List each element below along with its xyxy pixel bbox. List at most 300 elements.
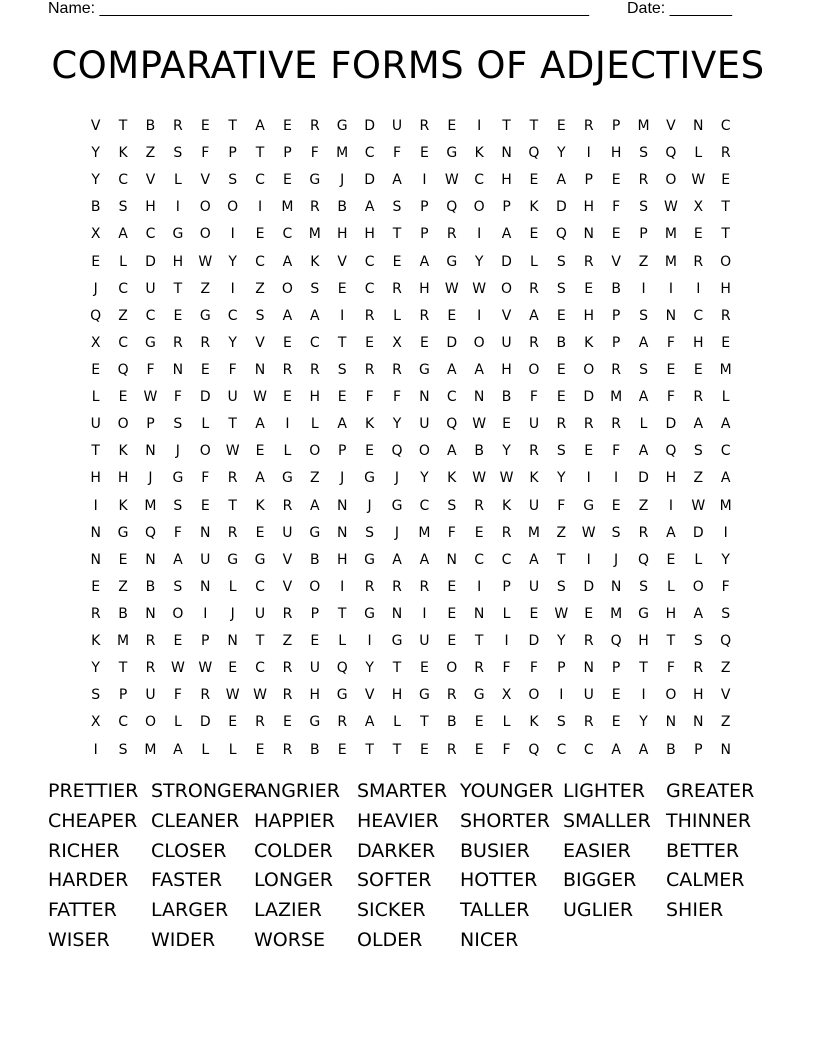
grid-cell[interactable]: S: [118, 741, 128, 758]
grid-cell[interactable]: H: [419, 280, 430, 297]
grid-cell[interactable]: E: [666, 551, 676, 568]
grid-cell[interactable]: R: [255, 714, 265, 731]
grid-cell[interactable]: G: [418, 687, 430, 704]
grid-cell[interactable]: S: [556, 443, 566, 460]
grid-cell[interactable]: E: [255, 443, 265, 460]
grid-cell[interactable]: D: [555, 199, 567, 216]
grid-cell[interactable]: G: [583, 497, 595, 514]
grid-cell[interactable]: R: [446, 226, 457, 243]
grid-cell[interactable]: A: [255, 470, 265, 487]
grid-cell[interactable]: G: [336, 687, 348, 704]
grid-cell[interactable]: R: [693, 253, 704, 270]
grid-cell[interactable]: F: [392, 145, 402, 162]
grid-cell[interactable]: E: [337, 389, 347, 406]
grid-cell[interactable]: A: [446, 443, 457, 460]
grid-cell[interactable]: R: [364, 307, 375, 324]
grid-cell[interactable]: R: [474, 660, 485, 677]
grid-cell[interactable]: E: [666, 361, 676, 378]
grid-cell[interactable]: Y: [721, 551, 730, 568]
grid-cell[interactable]: K: [118, 443, 128, 460]
grid-cell[interactable]: H: [117, 470, 129, 487]
grid-cell[interactable]: P: [557, 660, 566, 677]
grid-cell[interactable]: E: [419, 334, 429, 351]
grid-cell[interactable]: H: [501, 361, 512, 378]
grid-cell[interactable]: V: [145, 172, 156, 189]
grid-cell[interactable]: E: [447, 578, 457, 595]
grid-cell[interactable]: T: [255, 633, 265, 650]
grid-cell[interactable]: R: [309, 118, 320, 134]
grid-cell[interactable]: I: [696, 280, 701, 297]
grid-cell[interactable]: F: [529, 660, 538, 677]
grid-cell[interactable]: E: [529, 172, 539, 189]
grid-cell[interactable]: E: [283, 389, 292, 406]
grid-cell[interactable]: U: [200, 551, 211, 568]
grid-cell[interactable]: O: [117, 416, 129, 433]
grid-cell[interactable]: F: [502, 741, 511, 758]
grid-cell[interactable]: T: [392, 660, 402, 677]
grid-cell[interactable]: F: [666, 660, 675, 677]
grid-cell[interactable]: E: [474, 741, 484, 758]
grid-cell[interactable]: F: [201, 145, 210, 162]
grid-cell[interactable]: S: [556, 578, 566, 595]
grid-cell[interactable]: N: [254, 361, 266, 378]
grid-cell[interactable]: S: [365, 524, 375, 541]
grid-cell[interactable]: E: [584, 280, 594, 297]
grid-cell[interactable]: V: [337, 253, 347, 270]
grid-cell[interactable]: S: [639, 145, 648, 162]
grid-cell[interactable]: O: [418, 443, 430, 460]
grid-cell[interactable]: E: [118, 389, 128, 406]
grid-cell[interactable]: F: [666, 389, 675, 406]
grid-cell[interactable]: I: [203, 605, 208, 622]
grid-cell[interactable]: Z: [693, 470, 704, 487]
grid-cell[interactable]: M: [610, 389, 623, 406]
grid-cell[interactable]: E: [283, 118, 292, 134]
grid-cell[interactable]: S: [556, 714, 566, 731]
grid-cell[interactable]: Y: [639, 714, 648, 731]
grid-cell[interactable]: T: [228, 416, 237, 433]
grid-cell[interactable]: R: [173, 334, 183, 351]
grid-cell[interactable]: W: [198, 253, 213, 270]
grid-cell[interactable]: E: [91, 578, 101, 595]
grid-cell[interactable]: C: [227, 307, 238, 324]
grid-cell[interactable]: N: [145, 551, 156, 568]
grid-cell[interactable]: R: [693, 660, 704, 677]
grid-cell[interactable]: L: [666, 578, 675, 595]
grid-cell[interactable]: P: [420, 199, 429, 216]
grid-cell[interactable]: I: [668, 280, 673, 297]
grid-cell[interactable]: P: [611, 660, 621, 677]
grid-cell[interactable]: T: [529, 118, 539, 134]
grid-cell[interactable]: N: [610, 578, 622, 595]
grid-cell[interactable]: E: [228, 660, 238, 677]
grid-cell[interactable]: Q: [336, 660, 348, 677]
grid-cell[interactable]: Y: [91, 145, 100, 162]
grid-cell[interactable]: Q: [555, 226, 567, 243]
grid-cell[interactable]: G: [391, 497, 403, 514]
grid-cell[interactable]: M: [117, 633, 130, 650]
grid-cell[interactable]: I: [614, 470, 619, 487]
grid-cell[interactable]: V: [90, 118, 101, 134]
grid-cell[interactable]: A: [666, 524, 676, 541]
grid-cell[interactable]: H: [720, 280, 731, 297]
grid-cell[interactable]: E: [365, 443, 375, 460]
grid-cell[interactable]: A: [337, 416, 347, 433]
grid-cell[interactable]: R: [638, 524, 649, 541]
grid-cell[interactable]: O: [281, 280, 293, 297]
grid-cell[interactable]: W: [444, 280, 459, 297]
grid-cell[interactable]: O: [473, 334, 485, 351]
grid-cell[interactable]: E: [502, 416, 511, 433]
grid-cell[interactable]: X: [90, 334, 101, 351]
grid-cell[interactable]: N: [90, 551, 101, 568]
grid-cell[interactable]: W: [444, 172, 459, 189]
grid-cell[interactable]: Q: [528, 741, 540, 758]
grid-cell[interactable]: C: [556, 741, 567, 758]
grid-cell[interactable]: H: [172, 253, 184, 270]
grid-cell[interactable]: I: [93, 741, 98, 758]
grid-cell[interactable]: E: [447, 605, 457, 622]
grid-cell[interactable]: H: [145, 199, 156, 216]
grid-cell[interactable]: U: [528, 578, 540, 595]
grid-cell[interactable]: G: [309, 524, 321, 541]
grid-cell[interactable]: A: [282, 253, 293, 270]
grid-cell[interactable]: F: [529, 389, 538, 406]
grid-cell[interactable]: V: [720, 687, 731, 704]
grid-cell[interactable]: K: [584, 334, 594, 351]
grid-cell[interactable]: R: [529, 443, 539, 460]
grid-cell[interactable]: Y: [502, 443, 511, 460]
grid-cell[interactable]: Q: [446, 416, 458, 433]
grid-cell[interactable]: R: [583, 416, 594, 433]
grid-cell[interactable]: E: [392, 253, 402, 270]
grid-cell[interactable]: E: [556, 307, 566, 324]
grid-cell[interactable]: H: [610, 145, 622, 162]
grid-cell[interactable]: S: [693, 633, 703, 650]
grid-cell[interactable]: B: [446, 714, 457, 731]
grid-cell[interactable]: W: [225, 687, 240, 704]
grid-cell[interactable]: E: [529, 605, 539, 622]
grid-cell[interactable]: E: [255, 741, 265, 758]
grid-cell[interactable]: W: [663, 199, 678, 216]
grid-cell[interactable]: D: [364, 172, 375, 189]
grid-cell[interactable]: M: [664, 253, 677, 270]
grid-cell[interactable]: K: [118, 497, 128, 514]
grid-cell[interactable]: H: [309, 687, 321, 704]
grid-cell[interactable]: Q: [144, 524, 156, 541]
grid-cell[interactable]: N: [200, 524, 211, 541]
grid-cell[interactable]: A: [638, 443, 649, 460]
grid-cell[interactable]: S: [639, 361, 648, 378]
grid-cell[interactable]: J: [340, 172, 345, 189]
grid-cell[interactable]: C: [309, 334, 320, 351]
grid-cell[interactable]: R: [200, 687, 211, 704]
grid-cell[interactable]: G: [309, 172, 321, 189]
grid-cell[interactable]: E: [419, 145, 429, 162]
grid-cell[interactable]: F: [502, 660, 511, 677]
grid-cell[interactable]: C: [364, 145, 375, 162]
grid-cell[interactable]: B: [310, 551, 320, 568]
grid-cell[interactable]: F: [365, 389, 374, 406]
grid-cell[interactable]: U: [227, 389, 238, 406]
grid-cell[interactable]: A: [282, 307, 293, 324]
grid-cell[interactable]: N: [446, 551, 458, 568]
grid-cell[interactable]: U: [145, 687, 156, 704]
grid-cell[interactable]: A: [392, 172, 402, 189]
grid-cell[interactable]: N: [693, 714, 704, 731]
grid-cell[interactable]: K: [501, 497, 512, 514]
grid-cell[interactable]: E: [283, 172, 292, 189]
grid-cell[interactable]: H: [693, 334, 704, 351]
grid-cell[interactable]: H: [90, 470, 101, 487]
grid-cell[interactable]: E: [584, 443, 594, 460]
grid-cell[interactable]: D: [583, 389, 595, 406]
grid-cell[interactable]: C: [145, 226, 156, 243]
grid-cell[interactable]: M: [281, 199, 294, 216]
grid-cell[interactable]: S: [639, 199, 648, 216]
grid-cell[interactable]: I: [422, 172, 427, 189]
grid-cell[interactable]: L: [201, 416, 210, 433]
grid-cell[interactable]: T: [365, 741, 374, 758]
grid-cell[interactable]: I: [422, 605, 427, 622]
grid-cell[interactable]: Y: [557, 470, 566, 487]
grid-cell[interactable]: R: [583, 714, 594, 731]
grid-cell[interactable]: P: [502, 199, 511, 216]
grid-cell[interactable]: Y: [365, 660, 374, 677]
grid-cell[interactable]: S: [173, 145, 183, 162]
grid-cell[interactable]: C: [474, 172, 485, 189]
grid-cell[interactable]: Z: [720, 714, 731, 731]
grid-cell[interactable]: D: [583, 578, 595, 595]
grid-cell[interactable]: D: [501, 253, 512, 270]
grid-cell[interactable]: H: [501, 172, 512, 189]
grid-cell[interactable]: E: [337, 741, 347, 758]
grid-cell[interactable]: S: [611, 524, 621, 541]
grid-cell[interactable]: R: [309, 361, 320, 378]
grid-cell[interactable]: P: [310, 605, 320, 622]
grid-cell[interactable]: E: [721, 172, 731, 189]
grid-cell[interactable]: O: [528, 361, 540, 378]
grid-cell[interactable]: E: [611, 714, 621, 731]
grid-cell[interactable]: P: [146, 416, 155, 433]
grid-cell[interactable]: Z: [118, 578, 128, 595]
grid-cell[interactable]: B: [118, 605, 128, 622]
grid-cell[interactable]: I: [477, 226, 482, 243]
grid-cell[interactable]: Z: [282, 633, 293, 650]
grid-cell[interactable]: U: [282, 524, 293, 541]
grid-cell[interactable]: O: [199, 199, 211, 216]
grid-cell[interactable]: F: [201, 470, 210, 487]
grid-cell[interactable]: E: [200, 497, 210, 514]
grid-cell[interactable]: Z: [310, 470, 320, 487]
grid-cell[interactable]: O: [446, 660, 458, 677]
grid-cell[interactable]: C: [255, 253, 265, 270]
grid-cell[interactable]: I: [586, 470, 591, 487]
grid-cell[interactable]: O: [528, 687, 540, 704]
grid-cell[interactable]: T: [721, 199, 730, 216]
grid-cell[interactable]: R: [200, 334, 211, 351]
grid-cell[interactable]: S: [118, 199, 128, 216]
grid-cell[interactable]: A: [173, 551, 183, 568]
grid-cell[interactable]: Y: [392, 416, 402, 433]
grid-cell[interactable]: A: [720, 416, 731, 433]
grid-cell[interactable]: K: [91, 633, 101, 650]
grid-cell[interactable]: L: [338, 633, 347, 650]
grid-cell[interactable]: R: [282, 361, 293, 378]
grid-cell[interactable]: C: [583, 741, 594, 758]
grid-cell[interactable]: P: [420, 226, 429, 243]
grid-cell[interactable]: O: [665, 172, 677, 189]
grid-cell[interactable]: N: [90, 524, 101, 541]
grid-cell[interactable]: T: [502, 118, 511, 134]
grid-cell[interactable]: B: [474, 443, 484, 460]
grid-cell[interactable]: R: [419, 307, 430, 324]
grid-cell[interactable]: T: [255, 145, 265, 162]
grid-cell[interactable]: M: [144, 497, 157, 514]
grid-cell[interactable]: S: [337, 361, 347, 378]
grid-cell[interactable]: Z: [720, 660, 731, 677]
grid-cell[interactable]: O: [501, 280, 513, 297]
grid-cell[interactable]: E: [255, 524, 265, 541]
grid-cell[interactable]: Q: [665, 145, 677, 162]
grid-cell[interactable]: Z: [556, 524, 567, 541]
grid-cell[interactable]: F: [721, 578, 730, 595]
grid-cell[interactable]: O: [473, 199, 485, 216]
grid-cell[interactable]: T: [228, 118, 237, 134]
grid-cell[interactable]: E: [556, 361, 566, 378]
grid-cell[interactable]: N: [145, 605, 156, 622]
grid-cell[interactable]: G: [638, 605, 649, 622]
grid-cell[interactable]: M: [527, 524, 540, 541]
grid-cell[interactable]: J: [340, 470, 345, 487]
grid-cell[interactable]: S: [392, 199, 402, 216]
grid-cell[interactable]: S: [693, 443, 703, 460]
grid-cell[interactable]: Z: [638, 497, 649, 514]
grid-cell[interactable]: E: [200, 118, 210, 134]
grid-cell[interactable]: R: [309, 199, 320, 216]
grid-cell[interactable]: G: [172, 226, 184, 243]
grid-cell[interactable]: L: [173, 172, 182, 189]
grid-cell[interactable]: E: [447, 118, 457, 134]
grid-cell[interactable]: T: [118, 118, 128, 134]
grid-cell[interactable]: A: [255, 118, 265, 134]
grid-cell[interactable]: U: [145, 280, 156, 297]
grid-cell[interactable]: A: [255, 416, 265, 433]
grid-cell[interactable]: R: [227, 524, 238, 541]
grid-cell[interactable]: R: [282, 687, 293, 704]
grid-cell[interactable]: I: [723, 524, 728, 541]
grid-cell[interactable]: Q: [446, 199, 458, 216]
grid-cell[interactable]: N: [336, 497, 348, 514]
grid-cell[interactable]: M: [336, 145, 349, 162]
grid-cell[interactable]: D: [692, 524, 704, 541]
grid-cell[interactable]: L: [119, 253, 127, 270]
grid-cell[interactable]: G: [364, 551, 376, 568]
grid-cell[interactable]: G: [364, 605, 376, 622]
grid-cell[interactable]: O: [309, 443, 321, 460]
grid-cell[interactable]: H: [364, 226, 375, 243]
grid-cell[interactable]: O: [227, 199, 239, 216]
grid-cell[interactable]: Y: [557, 633, 566, 650]
grid-cell[interactable]: R: [501, 524, 512, 541]
grid-cell[interactable]: G: [254, 551, 266, 568]
grid-cell[interactable]: U: [419, 416, 430, 433]
grid-cell[interactable]: C: [364, 253, 375, 270]
grid-cell[interactable]: L: [228, 741, 237, 758]
grid-cell[interactable]: D: [528, 633, 540, 650]
grid-cell[interactable]: D: [199, 714, 211, 731]
grid-cell[interactable]: C: [282, 226, 293, 243]
grid-cell[interactable]: L: [228, 578, 237, 595]
grid-cell[interactable]: N: [501, 145, 512, 162]
grid-cell[interactable]: E: [474, 714, 484, 731]
grid-cell[interactable]: R: [638, 172, 649, 189]
grid-cell[interactable]: X: [90, 226, 101, 243]
grid-cell[interactable]: P: [694, 741, 703, 758]
grid-cell[interactable]: W: [253, 687, 267, 704]
grid-cell[interactable]: A: [392, 551, 402, 568]
grid-cell[interactable]: I: [93, 497, 98, 514]
grid-cell[interactable]: R: [90, 605, 101, 622]
grid-cell[interactable]: M: [719, 497, 732, 514]
grid-cell[interactable]: C: [255, 172, 265, 189]
grid-cell[interactable]: I: [477, 578, 482, 595]
grid-cell[interactable]: Q: [391, 443, 403, 460]
grid-cell[interactable]: I: [340, 307, 345, 324]
grid-cell[interactable]: R: [364, 361, 375, 378]
grid-cell[interactable]: W: [143, 389, 158, 406]
grid-cell[interactable]: H: [336, 551, 348, 568]
grid-cell[interactable]: T: [557, 551, 566, 568]
grid-cell[interactable]: A: [310, 497, 320, 514]
grid-cell[interactable]: G: [446, 145, 458, 162]
grid-cell[interactable]: X: [501, 687, 512, 704]
grid-cell[interactable]: E: [419, 741, 429, 758]
grid-cell[interactable]: E: [447, 307, 457, 324]
date-field[interactable]: Date: _______: [627, 0, 732, 17]
grid-cell[interactable]: E: [228, 714, 238, 731]
grid-cell[interactable]: J: [148, 470, 153, 487]
grid-cell[interactable]: F: [173, 524, 182, 541]
grid-cell[interactable]: L: [173, 714, 182, 731]
grid-cell[interactable]: L: [502, 714, 511, 731]
grid-cell[interactable]: Y: [228, 253, 237, 270]
grid-cell[interactable]: V: [364, 687, 375, 704]
grid-cell[interactable]: I: [175, 199, 180, 216]
grid-cell[interactable]: S: [556, 253, 566, 270]
grid-cell[interactable]: R: [583, 253, 594, 270]
grid-cell[interactable]: F: [310, 145, 319, 162]
grid-cell[interactable]: I: [230, 226, 235, 243]
grid-cell[interactable]: I: [367, 633, 372, 650]
grid-cell[interactable]: Q: [90, 307, 102, 324]
grid-cell[interactable]: T: [392, 226, 402, 243]
grid-cell[interactable]: T: [91, 443, 100, 460]
grid-cell[interactable]: B: [666, 741, 676, 758]
grid-cell[interactable]: P: [228, 145, 237, 162]
grid-cell[interactable]: E: [283, 714, 292, 731]
grid-cell[interactable]: F: [392, 389, 402, 406]
grid-cell[interactable]: W: [170, 660, 185, 677]
grid-cell[interactable]: E: [91, 253, 101, 270]
grid-cell[interactable]: F: [612, 443, 621, 460]
grid-cell[interactable]: V: [200, 172, 211, 189]
grid-cell[interactable]: H: [638, 633, 649, 650]
grid-cell[interactable]: P: [639, 226, 648, 243]
grid-cell[interactable]: V: [611, 253, 621, 270]
grid-cell[interactable]: W: [472, 470, 487, 487]
grid-cell[interactable]: G: [446, 253, 458, 270]
